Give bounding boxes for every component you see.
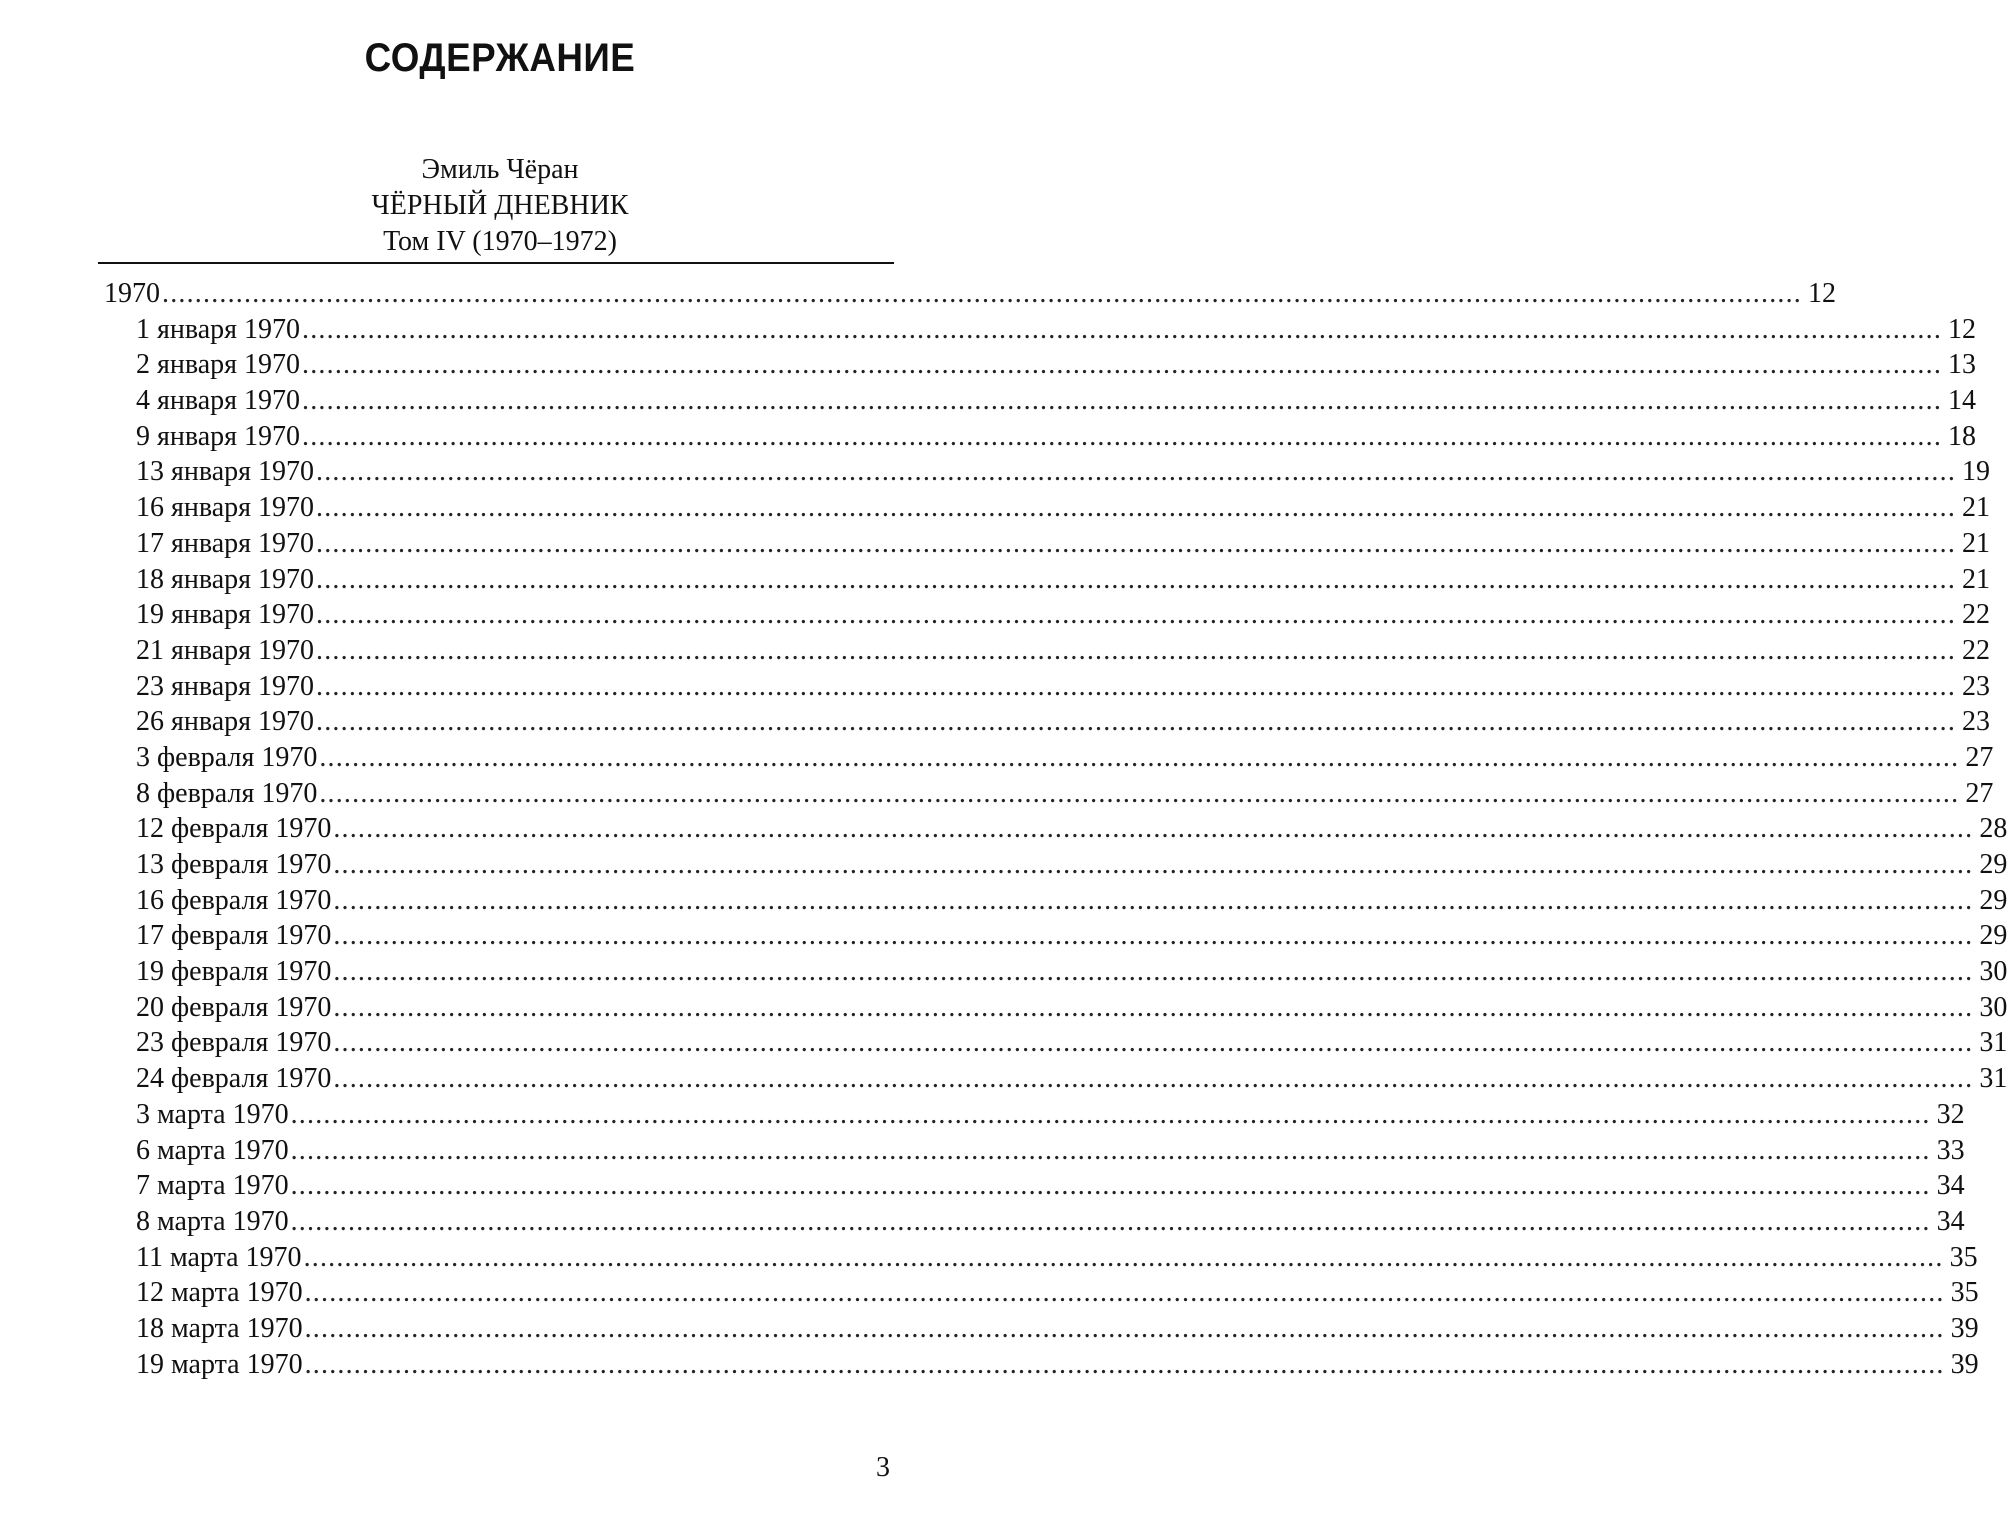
- toc-entry[interactable]: [0, 526, 1991, 562]
- toc-entry[interactable]: [0, 1275, 1979, 1311]
- dot-leader: ........................................................................................................................................................................................................: [333, 1027, 1974, 1059]
- dot-leader: ........................................................................................................................................................................................................: [316, 563, 1957, 595]
- toc-entry-page: 34: [1936, 1205, 1965, 1237]
- dot-leader: ........................................................................................................................................................................................................: [333, 956, 1974, 988]
- toc-entry-label: 3 февраля 1970: [136, 741, 318, 773]
- toc-entry-page: 29: [1979, 884, 2007, 916]
- dot-leader: ........................................................................................................................................................................................................: [290, 1098, 1931, 1130]
- toc-entry-label: 13 января 1970: [136, 456, 315, 488]
- toc-entry-label: 4 января 1970: [136, 385, 301, 417]
- toc-entry[interactable]: [0, 740, 1994, 776]
- toc-entry[interactable]: [0, 1311, 1979, 1347]
- toc-entry[interactable]: [0, 1347, 1979, 1383]
- toc-entry[interactable]: [0, 704, 1991, 740]
- toc-entry-page: 29: [1979, 849, 2007, 880]
- toc-entry-label: 13 февраля 1970: [136, 849, 332, 880]
- toc-entry-page: 23: [1962, 670, 1991, 702]
- dot-leader: ........................................................................................................................................................................................................: [316, 492, 1957, 524]
- toc-entry-label: 16 января 1970: [136, 492, 315, 524]
- dot-leader: ........................................................................................................................................................................................................: [333, 1063, 1974, 1095]
- toc-entry[interactable]: [0, 1025, 2007, 1061]
- toc-entry-label: 8 марта 1970: [136, 1205, 289, 1237]
- page-number: 3: [876, 1452, 890, 1483]
- toc-entry[interactable]: [0, 347, 1977, 383]
- dot-leader: ........................................................................................................................................................................................................: [333, 813, 1974, 845]
- toc-entry-page: 21: [1962, 527, 1991, 559]
- dot-leader: ........................................................................................................................................................................................................: [290, 1170, 1931, 1202]
- dot-leader: ........................................................................................................................................................................................................: [319, 777, 1960, 809]
- toc-entry-page: 18: [1948, 420, 1977, 452]
- toc-entry-page: 12: [1808, 278, 1836, 309]
- dot-leader: ........................................................................................................................................................................................................: [316, 634, 1957, 666]
- toc-entry-page: 22: [1962, 599, 1991, 631]
- toc-entry[interactable]: [0, 597, 1991, 633]
- dot-leader: ........................................................................................................................................................................................................: [162, 278, 1802, 309]
- toc-entry[interactable]: [0, 883, 2007, 919]
- toc-entry[interactable]: [0, 1168, 1965, 1204]
- toc-entry-page: 33: [1936, 1134, 1965, 1166]
- book-volume: Том IV (1970–1972): [383, 226, 617, 257]
- toc-entry-label: 11 марта 1970: [136, 1241, 302, 1273]
- toc-entry[interactable]: [0, 1097, 1965, 1133]
- toc-entry[interactable]: [0, 954, 2007, 990]
- toc-entry-label: 16 февраля 1970: [136, 884, 332, 916]
- toc-entry-label: 7 марта 1970: [136, 1170, 289, 1202]
- book-header: [0, 152, 1000, 260]
- toc-entry-page: 34: [1936, 1170, 1965, 1202]
- toc-entry-label: 1 января 1970: [136, 313, 301, 345]
- toc-entry[interactable]: [0, 312, 1977, 348]
- toc-entry-page: 35: [1950, 1277, 1979, 1309]
- dot-leader: ........................................................................................................................................................................................................: [304, 1277, 1945, 1309]
- dot-leader: ........................................................................................................................................................................................................: [316, 456, 1957, 488]
- dot-leader: ........................................................................................................................................................................................................: [304, 1312, 1945, 1344]
- toc-entry-page: 27: [1965, 777, 1994, 809]
- toc-entry[interactable]: [0, 776, 1994, 812]
- dot-leader: ........................................................................................................................................................................................................: [290, 1205, 1931, 1237]
- horizontal-rule: [98, 262, 894, 264]
- toc-entry[interactable]: [0, 918, 2007, 954]
- book-author: Эмиль Чёран: [421, 154, 579, 185]
- toc-entry[interactable]: [0, 419, 1977, 455]
- dot-leader: ........................................................................................................................................................................................................: [304, 1348, 1945, 1380]
- toc-entry-label: 1970: [104, 278, 160, 309]
- dot-leader: ........................................................................................................................................................................................................: [290, 1134, 1931, 1166]
- toc-entry-label: 19 марта 1970: [136, 1348, 303, 1380]
- toc-entry-page: 39: [1950, 1348, 1979, 1380]
- dot-leader: ........................................................................................................................................................................................................: [319, 741, 1960, 773]
- dot-leader: ........................................................................................................................................................................................................: [302, 420, 1943, 452]
- toc-entry-page: 22: [1962, 634, 1991, 666]
- dot-leader: ........................................................................................................................................................................................................: [316, 599, 1957, 631]
- toc-entry[interactable]: [0, 1061, 2007, 1097]
- toc-entry-label: 23 февраля 1970: [136, 1027, 332, 1059]
- toc-entry-label: 6 марта 1970: [136, 1134, 289, 1166]
- dot-leader: ........................................................................................................................................................................................................: [302, 349, 1943, 381]
- toc-entry-page: 28: [1979, 813, 2007, 845]
- toc-entry-page: 23: [1962, 706, 1991, 738]
- toc-entry-label: 26 января 1970: [136, 706, 315, 738]
- dot-leader: ........................................................................................................................................................................................................: [333, 991, 1974, 1023]
- toc-entry-page: 30: [1979, 991, 2007, 1023]
- toc-entry[interactable]: [0, 811, 2007, 847]
- toc-entry-label: 17 января 1970: [136, 527, 315, 559]
- toc-entry-label: 3 марта 1970: [136, 1098, 289, 1130]
- toc-entry-label: 23 января 1970: [136, 670, 315, 702]
- book-title: ЧЁРНЫЙ ДНЕВНИК: [371, 190, 629, 221]
- dot-leader: ........................................................................................................................................................................................................: [302, 385, 1943, 417]
- toc-entry[interactable]: [0, 490, 1991, 526]
- toc-entry-page: 32: [1936, 1098, 1965, 1130]
- toc-entry-label: 18 марта 1970: [136, 1312, 303, 1344]
- toc-entry[interactable]: [0, 1240, 1978, 1276]
- toc-entry-label: 18 января 1970: [136, 563, 315, 595]
- toc-entry-page: 13: [1948, 349, 1977, 381]
- toc-entry[interactable]: [0, 276, 1836, 312]
- toc-entry[interactable]: [0, 562, 1991, 598]
- toc-entry-label: 19 января 1970: [136, 599, 315, 631]
- toc-entry[interactable]: [0, 990, 2007, 1026]
- dot-leader: ........................................................................................................................................................................................................: [316, 527, 1957, 559]
- toc-entry-page: 21: [1962, 492, 1991, 524]
- toc-entry-label: 21 января 1970: [136, 634, 315, 666]
- toc-entry-page: 35: [1949, 1241, 1978, 1273]
- toc-entry[interactable]: [0, 454, 1991, 490]
- toc-entry-label: 19 февраля 1970: [136, 956, 332, 988]
- toc-entry-label: 2 января 1970: [136, 349, 301, 381]
- toc-entry[interactable]: [0, 633, 1991, 669]
- toc-entry-label: 24 февраля 1970: [136, 1063, 332, 1095]
- dot-leader: ........................................................................................................................................................................................................: [303, 1241, 1944, 1273]
- dot-leader: ........................................................................................................................................................................................................: [333, 884, 1974, 916]
- toc-entry[interactable]: [0, 383, 1977, 419]
- page-title: СОДЕРЖАНИЕ: [364, 36, 636, 80]
- dot-leader: ........................................................................................................................................................................................................: [333, 920, 1974, 952]
- dot-leader: ........................................................................................................................................................................................................: [316, 706, 1957, 738]
- toc-entry-page: 14: [1948, 385, 1977, 417]
- toc-entry-page: 39: [1950, 1312, 1979, 1344]
- toc-entry-page: 30: [1979, 956, 2007, 988]
- toc-entry-page: 21: [1962, 563, 1991, 595]
- toc-entry[interactable]: [0, 847, 2007, 883]
- toc-entry-page: 12: [1948, 313, 1977, 345]
- toc-entry-label: 17 февраля 1970: [136, 920, 332, 952]
- toc-entry-label: 8 февраля 1970: [136, 777, 318, 809]
- toc-entry-label: 20 февраля 1970: [136, 991, 332, 1023]
- dot-leader: ........................................................................................................................................................................................................: [333, 849, 1974, 880]
- toc-entry-label: 12 февраля 1970: [136, 813, 332, 845]
- toc-entry[interactable]: [0, 669, 1991, 705]
- toc-entry[interactable]: [0, 1204, 1965, 1240]
- toc-entry-page: 31: [1979, 1063, 2007, 1095]
- toc-entry-page: 19: [1962, 456, 1991, 488]
- dot-leader: ........................................................................................................................................................................................................: [316, 670, 1957, 702]
- toc-entry-page: 29: [1979, 920, 2007, 952]
- toc-entry[interactable]: [0, 1133, 1965, 1169]
- dot-leader: ........................................................................................................................................................................................................: [302, 313, 1943, 345]
- toc-entry-label: 12 марта 1970: [136, 1277, 303, 1309]
- toc-entry-page: 27: [1965, 741, 1994, 773]
- toc-entry-label: 9 января 1970: [136, 420, 301, 452]
- toc-entry-page: 31: [1979, 1027, 2007, 1059]
- table-of-contents: [0, 276, 2007, 1382]
